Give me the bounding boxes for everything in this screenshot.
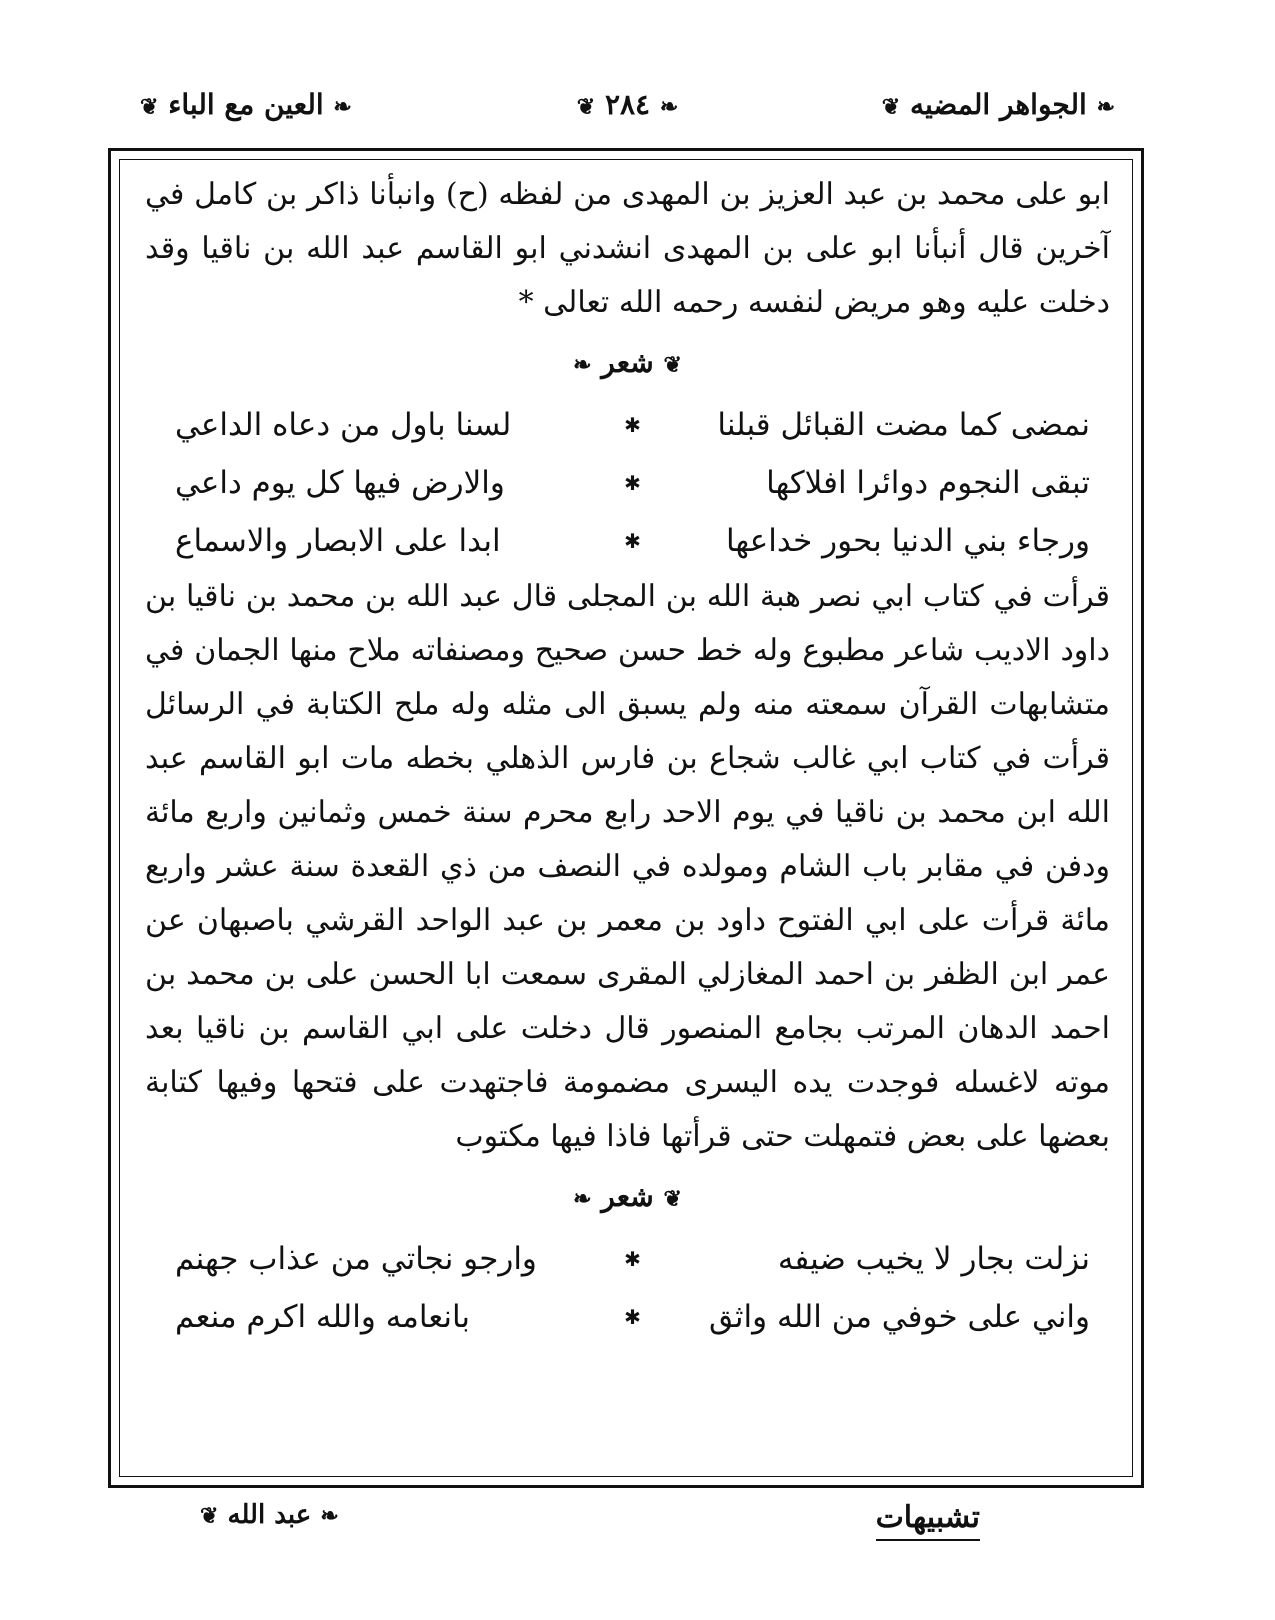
- verse-first-hemistich: نمضى كما مضت القبائل قبلنا: [717, 407, 1090, 443]
- text-body: [145, 168, 1110, 1346]
- verse-first-hemistich: ورجاء بني الدنيا بحور خداعها: [725, 523, 1090, 559]
- star-separator-icon: ✱: [624, 529, 641, 553]
- ornament-icon: ❧: [333, 94, 352, 120]
- verse-line: [145, 454, 1110, 512]
- poem-heading-2: ❦ شعر ❧: [573, 1180, 682, 1213]
- verse-line: [145, 396, 1110, 454]
- ornament-icon: ❦: [140, 94, 159, 120]
- ornament-icon: ❦: [576, 94, 596, 120]
- ornament-icon: ❦: [663, 352, 682, 378]
- page-footer: [140, 1500, 1130, 1560]
- verse-second-hemistich: ابدا على الابصار والاسماع: [175, 523, 501, 559]
- poem-heading-1: ❦ شعر ❧: [573, 346, 682, 379]
- ornament-icon: ❧: [573, 352, 592, 378]
- verse-second-hemistich: لسنا باول من دعاه الداعي: [175, 407, 512, 443]
- paragraph-2: قرأت في كتاب ابي نصر هبة الله بن المجلى قال عبد الله بن محمد بن ناقيا بن داود الاديب شاعر مطبوع وله خط حسن صحيح ومصنفاته ملاح منها الجمان في متشابهات القرآن سمعته منه ولم يسبق الى مثله وله ملح الكتابة في الرسائل قرأت في كتاب ابي غالب شجاع بن فارس الذهلي بخطه مات ابو القاسم عبد الله ابن محمد بن ناقيا في يوم الاحد رابع محرم سنة خمس وثمانين واربع مائة ودفن في مقابر باب الشام ومولده في النصف من ذي القعدة سنة عشر واربع مائة قرأت على ابي الفتوح داود بن معمر بن عبد الواحد القرشي باصبهان عن عمر ابن الظفر بن احمد المغازلي المقرى سمعت ابا الحسن على بن محمد بن احمد الدهان المرتب بجامع المنصور قال دخلت على ابي القاسم بن ناقيا بعد موته لاغسله فوجدت يده اليسرى مضمومة فاجتهدت على فتحها وفيها كتابة بعضها على بعض فتمهلت حتى قرأتها فاذا فيها مكتوب: [145, 579, 1111, 1154]
- ornament-icon: ❧: [573, 1186, 592, 1212]
- ornament-icon: ❦: [881, 94, 901, 120]
- header-book-title: ❦ الجواهر المضيه ❧: [881, 88, 1115, 121]
- ornament-icon: ❧: [320, 1503, 339, 1529]
- verse-first-hemistich: نزلت بجار لا يخيب ضيفه: [777, 1241, 1090, 1277]
- star-separator-icon: ✱: [624, 413, 641, 437]
- star-separator-icon: ✱: [624, 471, 641, 495]
- ornament-icon: ❧: [1096, 94, 1115, 120]
- verse-second-hemistich: وارجو نجاتي من عذاب جهنم: [175, 1241, 537, 1277]
- ornament-icon: ❦: [663, 1186, 682, 1212]
- header-page-number: ❦ ٢٨٤ ❧: [576, 88, 679, 121]
- verse-line: [145, 512, 1110, 570]
- paragraph-1: ابو على محمد بن عبد العزيز بن المهدى من لفظه (ح) وانبأنا ذاكر بن كامل في آخرين قال أنبأنا ابو على بن المهدى انشدني ابو القاسم عبد الله بن ناقيا وقد دخلت عليه وهو مريض لنفسه رحمه الله تعالى *: [145, 177, 1110, 320]
- footer-next-entry: تشبيهات: [876, 1500, 980, 1541]
- verse-first-hemistich: تبقى النجوم دوائرا افلاكها: [766, 465, 1090, 501]
- verse-line: [145, 1230, 1110, 1288]
- verse-line: [145, 1288, 1110, 1346]
- ornament-icon: ❦: [200, 1503, 219, 1529]
- verse-second-hemistich: والارض فيها كل يوم داعي: [175, 465, 505, 501]
- verse-second-hemistich: بانعامه والله اكرم منعم: [175, 1299, 471, 1335]
- footer-catchword: ❦ عبد الله ❧: [200, 1500, 339, 1530]
- running-header: [140, 88, 1115, 136]
- star-separator-icon: ✱: [624, 1305, 641, 1329]
- star-separator-icon: ✱: [624, 1247, 641, 1271]
- verse-first-hemistich: واني على خوفي من الله واثق: [709, 1299, 1090, 1335]
- ornament-icon: ❧: [659, 94, 679, 120]
- header-section-title: ❦ العين مع الباء ❧: [140, 88, 352, 121]
